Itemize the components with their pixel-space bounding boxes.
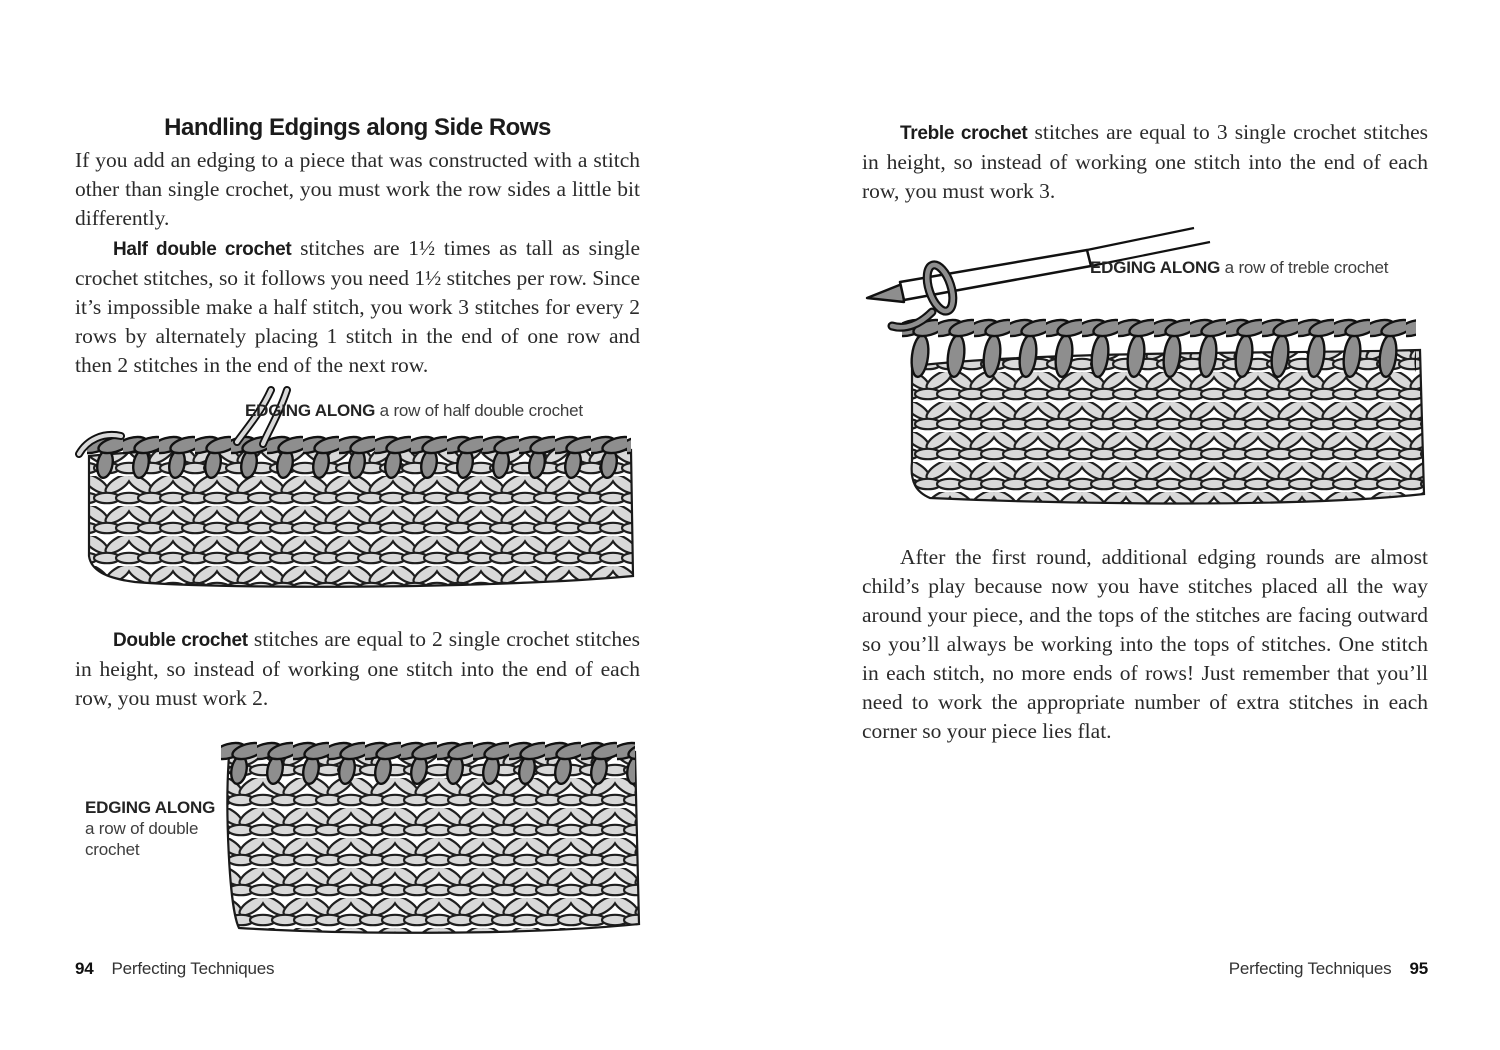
double-crochet-swatch-illustration — [215, 730, 643, 942]
figure-treble-crochet — [862, 224, 1428, 518]
paragraph-text: stitches are equal to 2 single crochet stitches in height, so instead of working one stitch into the end of each row, you must work 2. — [75, 627, 641, 710]
caption-label: EDGING ALONG — [245, 401, 376, 420]
paragraph-text: stitches are equal to 3 single crochet stitches in height, so instead of working one stitch into the end of each row, you must work 3. — [862, 120, 1429, 203]
intro-paragraph — [75, 146, 640, 233]
paragraph-text: After the first round, additional edging rounds are almost child’s play because now you have stitches placed all the way around your piece, and the tops of the stitches are facing outward so you’ll always be working into the tops of stitches. One stitch in each stitch, no more ends of rows! Just remember that you’ll need to work the appropriate number of extra stitches in each corner so your piece lies flat. — [862, 545, 1428, 743]
caption-text: a row of treble crochet — [1220, 258, 1389, 277]
paragraph-text: stitches are 1½ times as tall as single crochet stitches, so it follows you need 1½ stitches per row. Since it’s impossible make a half stitch, you work 3 stitches for every 2 rows by alternately placing 1 stitch in the end of one row and then 2 stitches in the end of the next row. — [75, 236, 640, 377]
figure-caption — [245, 400, 640, 421]
figure-half-double-crochet — [75, 384, 640, 600]
half-double-crochet-paragraph — [75, 234, 640, 380]
caption-label: EDGING ALONG — [1090, 258, 1221, 277]
figure-caption — [1090, 257, 1420, 278]
page-number: 95 — [1409, 959, 1428, 978]
edging-rounds-paragraph — [862, 543, 1428, 746]
page-title: Handling Edgings along Side Rows — [164, 114, 551, 141]
caption-text: a row of half double crochet — [375, 401, 583, 420]
treble-crochet-paragraph — [862, 118, 1428, 206]
page-footer — [75, 959, 575, 979]
treble-crochet-lead: Treble crochet — [900, 123, 1028, 144]
paragraph-text: If you add an edging to a piece that was constructed with a stitch other than single crochet, you must work the row sides a little bit differently. — [75, 148, 640, 230]
double-crochet-lead: Double crochet — [113, 630, 248, 651]
double-crochet-paragraph — [75, 625, 640, 713]
page-number: 94 — [75, 959, 94, 978]
figure-caption — [85, 797, 217, 860]
section-title: Perfecting Techniques — [111, 959, 275, 978]
page-footer — [928, 959, 1428, 979]
caption-label: EDGING ALONG — [85, 798, 216, 817]
section-title: Perfecting Techniques — [1228, 959, 1392, 978]
half-double-crochet-lead: Half double crochet — [113, 239, 292, 260]
figure-double-crochet — [75, 725, 643, 943]
caption-text: a row of double crochet — [85, 819, 199, 859]
